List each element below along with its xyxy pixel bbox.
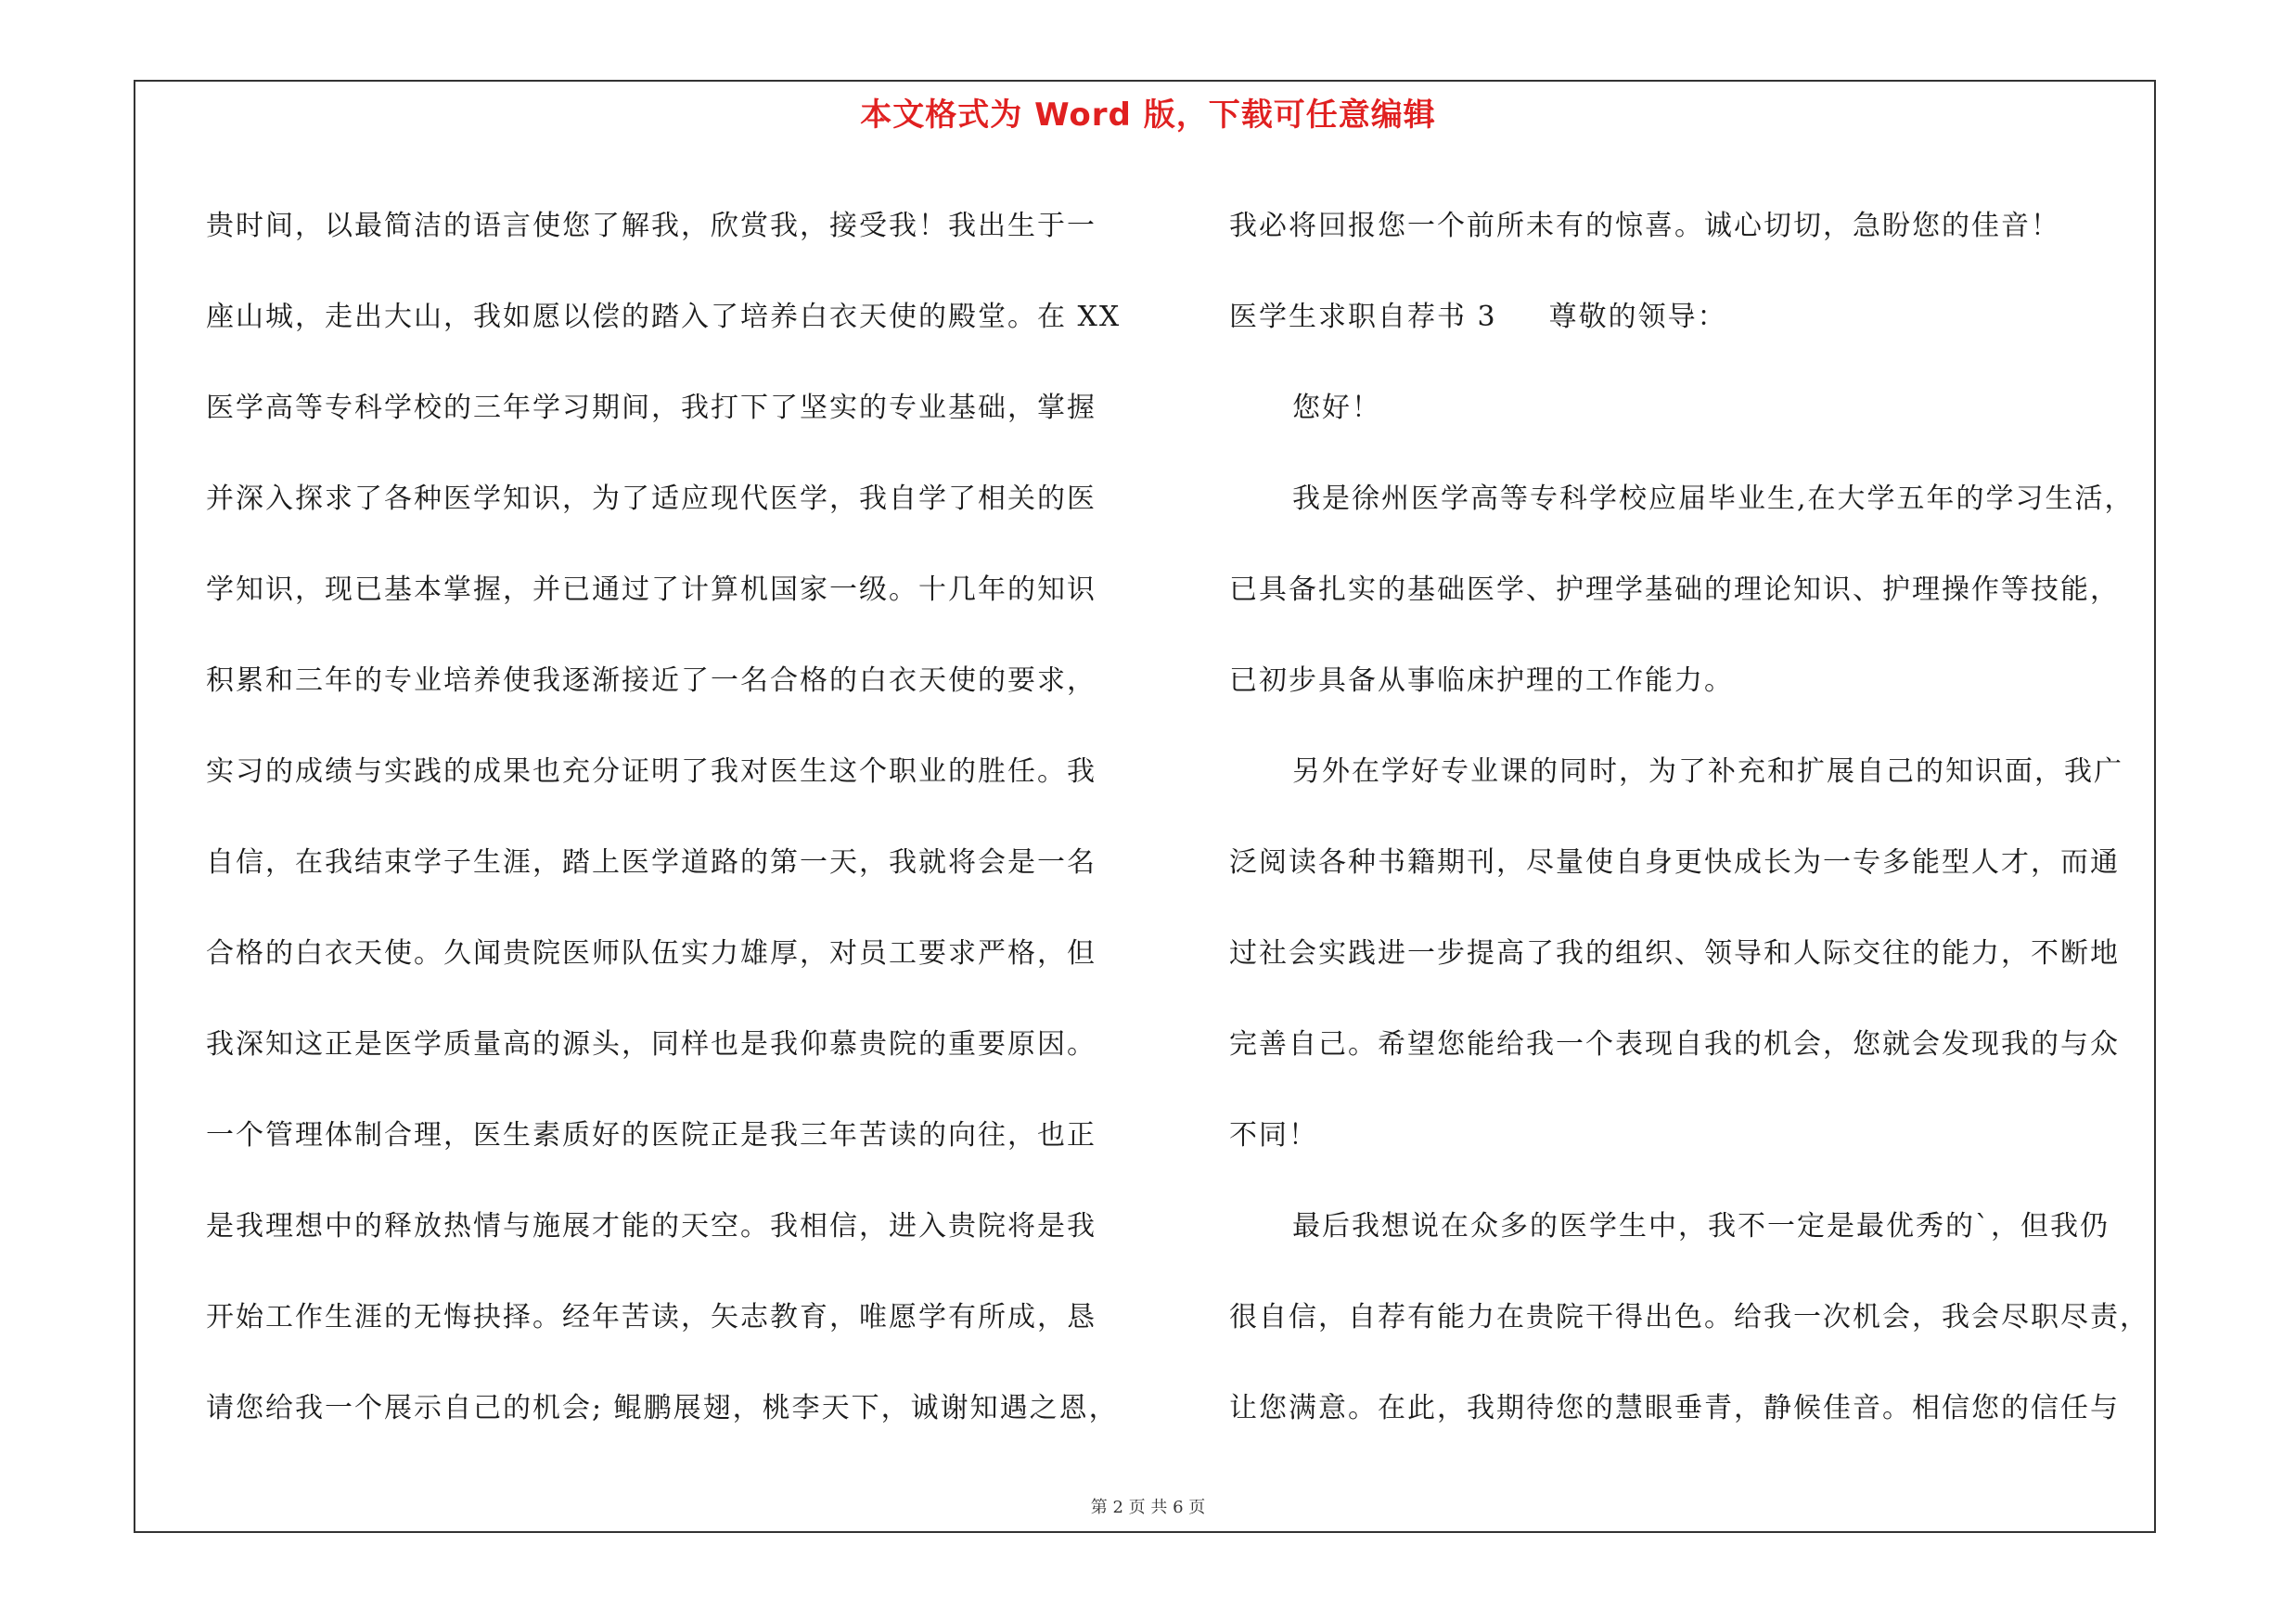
text-line: 我是徐州医学高等专科学校应届毕业生,在大学五年的学习生活， (1292, 483, 2135, 515)
text-line: 学知识，现已基本掌握，并已通过了计算机国家一级。十几年的知识 (206, 573, 1097, 606)
text-line: 我深知这正是医学质量高的源头，同样也是我仰慕贵院的重要原因。 (206, 1028, 1097, 1061)
text-line: 一个管理体制合理，医生素质好的医院正是我三年苦读的向往，也正 (206, 1119, 1097, 1152)
text-line: 不同！ (1229, 1119, 1318, 1152)
greeting: 您好！ (1292, 392, 1381, 424)
text-line: 并深入探求了各种医学知识，为了适应现代医学，我自学了相关的医 (206, 483, 1097, 515)
heading-title: 医学生求职自荐书 3 (1229, 301, 1497, 333)
text-line: 过社会实践进一步提高了我的组织、领导和人际交往的能力，不断地 (1229, 937, 2120, 970)
text-line: 已具备扎实的基础医学、护理学基础的理论知识、护理操作等技能， (1229, 573, 2120, 606)
section-heading (1229, 272, 2171, 363)
text-line: 我必将回报您一个前所未有的惊喜。诚心切切，急盼您的佳音！ (1229, 210, 2060, 242)
text-line: 自信，在我结束学子生涯，踏上医学道路的第一天，我就将会是一名 (206, 846, 1097, 879)
text-line: 开始工作生涯的无悔抉择。经年苦读，矢志教育，唯愿学有所成，恳 (206, 1301, 1097, 1333)
text-line: 实习的成绩与实践的成果也充分证明了我对医生这个职业的胜任。我 (206, 755, 1097, 788)
left-column (206, 181, 1143, 1454)
text-line: 很自信，自荐有能力在贵院干得出色。给我一次机会，我会尽职尽责， (1229, 1301, 2149, 1333)
text-line: 完善自己。希望您能给我一个表现自我的机会，您就会发现我的与众 (1229, 1028, 2120, 1061)
text-line: 最后我想说在众多的医学生中，我不一定是最优秀的`，但我仍 (1292, 1210, 2110, 1243)
text-line: 是我理想中的释放热情与施展才能的天空。我相信，进入贵院将是我 (206, 1210, 1097, 1243)
text-line: 请您给我一个展示自己的机会; 鲲鹏展翅，桃李天下，诚谢知遇之恩， (206, 1392, 1119, 1424)
text-line: 医学高等专科学校的三年学习期间，我打下了坚实的专业基础，掌握 (206, 392, 1097, 424)
text-line: 积累和三年的专业培养使我逐渐接近了一名合格的白衣天使的要求， (206, 664, 1097, 697)
text-line: 另外在学好专业课的同时，为了补充和扩展自己的知识面，我广 (1292, 755, 2123, 788)
text-line: 座山城，走出大山，我如愿以偿的踏入了培养白衣天使的殿堂。在 XX (206, 301, 1122, 333)
right-column (1229, 181, 2171, 1454)
text-line: 泛阅读各种书籍期刊，尽量使自身更快成长为一专多能型人才，而通 (1229, 846, 2120, 879)
text-line: 合格的白衣天使。久闻贵院医师队伍实力雄厚，对员工要求严格，但 (206, 937, 1097, 970)
text-line: 已初步具备从事临床护理的工作能力。 (1229, 664, 1734, 697)
text-line: 贵时间，以最简洁的语言使您了解我，欣赏我，接受我！我出生于一 (206, 210, 1097, 242)
text-line: 让您满意。在此，我期待您的慧眼垂青，静候佳音。相信您的信任与 (1229, 1392, 2120, 1424)
page-number: 第 2 页 共 6 页 (1090, 1498, 1206, 1517)
document-banner: 本文格式为 Word 版，下载可任意编辑 (860, 97, 1436, 134)
heading-salutation: 尊敬的领导： (1548, 301, 1727, 333)
